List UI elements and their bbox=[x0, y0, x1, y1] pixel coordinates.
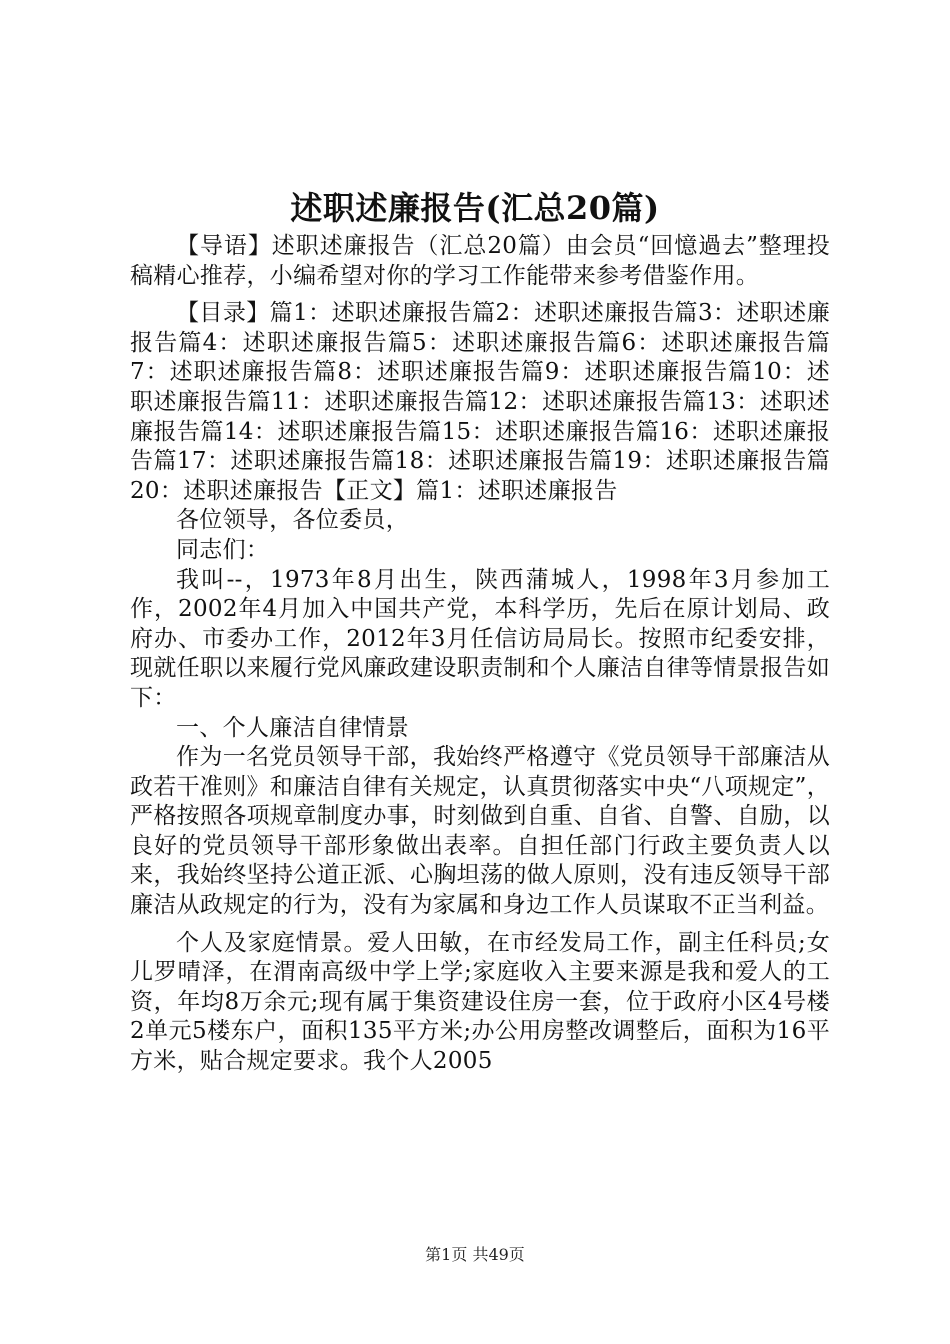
document-title: 述职述廉报告(汇总20篇) bbox=[290, 189, 660, 227]
page-number-footer: 第1页 共49页 bbox=[425, 1245, 525, 1264]
toc-paragraph: 【目录】篇1：述职述廉报告篇2：述职述廉报告篇3：述职述廉报告篇4：述职述廉报告篇5：述职述廉报告篇6：述职述廉报告篇7：述职述廉报告篇8：述职述廉报告篇9：述职述廉报告篇10：述职述廉报告篇11：述职述廉报告篇12：述职述廉报告篇13：述职述廉报告篇14：述职述廉报告篇15：述职述廉报告篇16：述职述廉报告篇17：述职述廉报告篇18：述职述廉报告篇19：述职述廉报告篇20：述职述廉报告【正文】篇1：述职述廉报告 bbox=[130, 300, 830, 504]
document-body bbox=[130, 232, 830, 1077]
intro-paragraph: 【导语】述职述廉报告（汇总20篇）由会员“回憶過去”整理投稿精心推荐，小编希望对你的学习工作能带来参考借鉴作用。 bbox=[130, 233, 830, 289]
section-heading: 一、个人廉洁自律情景 bbox=[176, 714, 409, 741]
salutation-paragraph: 各位领导，各位委员， bbox=[176, 507, 409, 534]
body-paragraph: 我叫--，1973年8月出生，陕西蒲城人，1998年3月参加工作，2002年4月加入中国共产党，本科学历，先后在原计划局、政府办、市委办工作，2012年3月任信访局局长。按照市纪委安排，现就任职以来履行党风廉政建设职责制和个人廉洁自律等情景报告如下： bbox=[130, 566, 830, 711]
salutation-paragraph: 同志们： bbox=[176, 536, 270, 563]
body-paragraph: 作为一名党员领导干部，我始终严格遵守《党员领导干部廉洁从政若干准则》和廉洁自律有关规定，认真贯彻落实中央“八项规定”，严格按照各项规章制度办事，时刻做到自重、自省、自警、自励，以良好的党员领导干部形象做出表率。自担任部门行政主要负责人以来，我始终坚持公道正派、心胸坦荡的做人原则，没有违反领导干部廉洁从政规定的行为，没有为家属和身边工作人员谋取不正当利益。 bbox=[130, 744, 830, 919]
body-paragraph: 个人及家庭情景。爱人田敏，在市经发局工作，副主任科员;女儿罗晴泽，在渭南高级中学上学;家庭收入主要来源是我和爱人的工资，年均8万余元;现有属于集资建设住房一套，位于政府小区4号楼2单元5楼东户，面积135平方米;办公用房整改调整后，面积为16平方米，贴合规定要求。我个人2005 bbox=[130, 929, 830, 1075]
